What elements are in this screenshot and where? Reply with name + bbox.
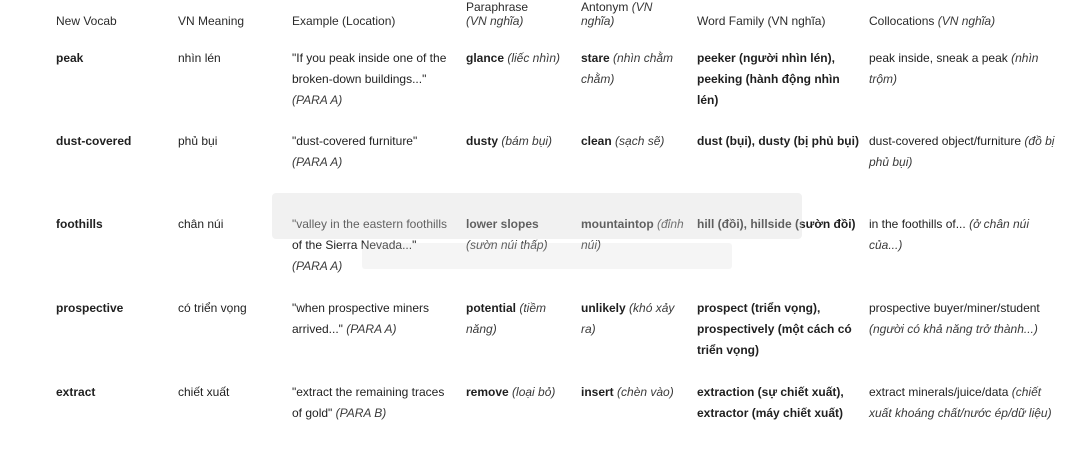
word-family: dust (bụi), dusty (bị phủ bụi): [697, 134, 859, 148]
vocab-word: peak: [56, 51, 84, 65]
collocation-text: peak inside, sneak a peak: [869, 51, 1008, 65]
example-location: (PARA A): [292, 155, 343, 169]
paraphrase-word: remove: [466, 385, 509, 399]
example-text: "extract the remaining traces of gold": [292, 385, 445, 420]
header-antonym-label: Antonym: [581, 0, 632, 14]
header-paraphrase-label: Paraphrase: [466, 0, 529, 14]
header-paraphrase: [466, 0, 572, 28]
collocation-vn: (đồ bị phủ bụi): [869, 134, 1055, 169]
collocation-text: extract minerals/juice/data: [869, 385, 1009, 399]
word-family: peeker (người nhìn lén), peeking (hành động nhìn lén): [697, 51, 840, 107]
collocation-text: in the foothills of...: [869, 217, 966, 231]
collocation-cell: [869, 298, 1059, 340]
paraphrase-word: glance: [466, 51, 505, 65]
example-location: (PARA B): [332, 406, 387, 420]
antonym-vn: (nhìn chằm chằm): [581, 51, 674, 86]
antonym-word: insert: [581, 385, 614, 399]
header-antonym: [581, 0, 687, 28]
example-cell: [292, 214, 450, 277]
vocab-word: extract: [56, 385, 96, 399]
header-collocations-label: Collocations: [869, 14, 938, 28]
antonym-cell: [581, 382, 687, 403]
vocab-word: dust-covered: [56, 134, 132, 148]
antonym-vn: (đỉnh núi): [581, 217, 684, 252]
example-text: "If you peak inside one of the broken-down buildings...": [292, 51, 447, 86]
collocation-vn: (nhìn trộm): [869, 51, 1039, 86]
header-new-vocab: New Vocab: [56, 14, 117, 28]
header-word-family: Word Family (VN nghĩa): [697, 14, 826, 28]
collocation-vn: (chiết xuất khoáng chất/nước ép/dữ liệu): [869, 385, 1052, 420]
word-family: prospect (triển vọng), prospectively (một cách có triển vọng): [697, 301, 852, 357]
collocation-cell: [869, 214, 1059, 256]
paraphrase-vn: (loại bỏ): [508, 385, 556, 399]
antonym-cell: [581, 214, 687, 256]
example-cell: [292, 48, 450, 111]
paraphrase-cell: [466, 298, 572, 340]
header-vn-meaning: VN Meaning: [178, 14, 245, 28]
antonym-cell: [581, 48, 687, 90]
example-cell: [292, 298, 450, 340]
header-collocations-sub: (VN nghĩa): [937, 14, 996, 28]
paraphrase-vn: (liếc nhìn): [504, 51, 561, 65]
paraphrase-word: lower slopes: [466, 217, 539, 231]
header-antonym-sub-2: nghĩa): [581, 14, 615, 28]
example-cell: [292, 382, 450, 424]
paraphrase-word: dusty: [466, 134, 499, 148]
header-example: Example (Location): [292, 14, 396, 28]
vn-meaning: phủ bụi: [178, 134, 218, 148]
collocation-cell: [869, 48, 1059, 90]
word-family: extraction (sự chiết xuất), extractor (máy chiết xuất): [697, 385, 844, 420]
header-antonym-sub-1: (VN: [631, 0, 653, 14]
paraphrase-cell: [466, 214, 572, 256]
paraphrase-word: potential: [466, 301, 516, 315]
example-location: (PARA A): [292, 259, 343, 273]
antonym-word: stare: [581, 51, 610, 65]
paraphrase-vn: (tiềm năng): [466, 301, 546, 336]
paraphrase-cell: [466, 131, 572, 152]
header-paraphrase-sub: (VN nghĩa): [466, 14, 524, 28]
collocation-cell: [869, 131, 1059, 173]
paraphrase-cell: [466, 382, 572, 403]
collocation-cell: [869, 382, 1059, 424]
antonym-vn: (sạch sẽ): [611, 134, 665, 148]
vn-meaning: có triển vọng: [178, 301, 247, 315]
word-family: hill (đồi), hillside (sườn đồi): [697, 217, 856, 231]
antonym-cell: [581, 298, 687, 340]
vn-meaning: nhìn lén: [178, 51, 221, 65]
vn-meaning: chân núi: [178, 217, 224, 231]
collocation-text: dust-covered object/furniture: [869, 134, 1022, 148]
paraphrase-vn: (bám bụi): [498, 134, 553, 148]
antonym-vn: (khó xảy ra): [581, 301, 675, 336]
collocation-text: prospective buyer/miner/student: [869, 301, 1040, 315]
paraphrase-vn: (sườn núi thấp): [466, 238, 548, 252]
antonym-word: clean: [581, 134, 612, 148]
example-location: (PARA A): [292, 93, 343, 107]
paraphrase-cell: [466, 48, 572, 69]
collocation-vn: (ở chân núi của...): [869, 217, 1030, 252]
vocab-word: prospective: [56, 301, 124, 315]
antonym-word: unlikely: [581, 301, 626, 315]
antonym-word: mountaintop: [581, 217, 654, 231]
example-cell: [292, 131, 450, 173]
example-text: "dust-covered furniture": [292, 134, 418, 148]
antonym-vn: (chèn vào): [613, 385, 674, 399]
antonym-cell: [581, 131, 687, 152]
collocation-vn: (người có khả năng trở thành...): [869, 322, 1038, 336]
vocab-word: foothills: [56, 217, 103, 231]
header-collocations: [869, 14, 1059, 28]
header-row: [0, 0, 1085, 40]
example-location: (PARA A): [342, 322, 397, 336]
example-text: "valley in the eastern foothills of the Sierra Nevada...": [292, 217, 448, 252]
vn-meaning: chiết xuất: [178, 385, 230, 399]
example-text: "when prospective miners arrived...": [292, 301, 429, 336]
